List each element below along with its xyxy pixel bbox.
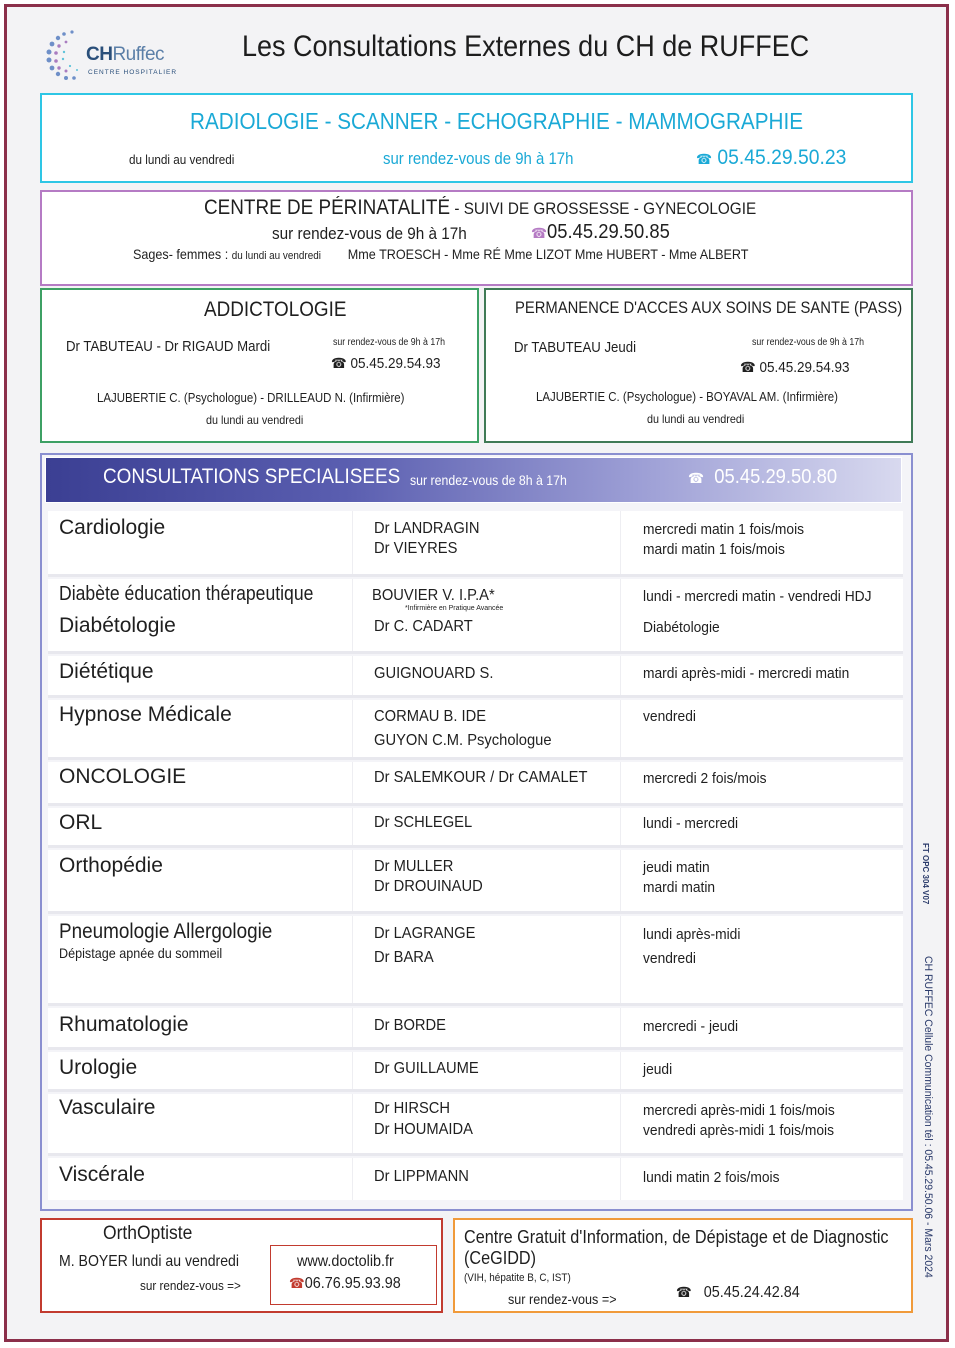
cegidd-phone: ☎ 05.45.24.42.84 xyxy=(676,1284,800,1301)
radiologie-days: du lundi au vendredi xyxy=(129,152,235,167)
table-row xyxy=(48,808,903,848)
doctor-1: Dr GUILLAUME xyxy=(374,1060,479,1077)
phone-icon: ☎ xyxy=(740,359,756,375)
specialty-name: Vasculaire xyxy=(59,1096,156,1119)
specialty-name: ORL xyxy=(59,811,103,834)
phone-icon: ☎ xyxy=(676,1284,692,1300)
pass-days: du lundi au vendredi xyxy=(647,412,745,426)
schedule-1: lundi - mercredi xyxy=(643,815,739,832)
phone-icon: ☎ xyxy=(331,355,347,371)
specialty-name: Viscérale xyxy=(59,1163,145,1186)
doctor-1: Dr LAGRANGE xyxy=(374,925,476,942)
schedule-1: mercredi 2 fois/mois xyxy=(643,770,767,787)
phone-icon: ☎ xyxy=(688,470,705,486)
schedule-1: vendredi xyxy=(643,708,696,725)
schedule-1: jeudi xyxy=(643,1061,673,1078)
specialty-name-2: Dépistage apnée du sommeil xyxy=(59,945,223,961)
document-reference: FT OPC 304 V07 xyxy=(921,843,930,905)
specialty-name: Hypnose Médicale xyxy=(59,703,232,726)
addictologie-doctors: Dr TABUTEAU - Dr RIGAUD Mardi xyxy=(66,338,271,355)
doctor-1: GUIGNOUARD S. xyxy=(374,665,494,682)
doctor-2: Dr BARA xyxy=(374,949,434,966)
phone-icon: ☎ xyxy=(289,1275,305,1291)
schedule-1: mercredi matin 1 fois/mois xyxy=(643,521,805,538)
schedule-1: mardi après-midi - mercredi matin xyxy=(643,665,850,682)
doctor-2: Dr HOUMAIDA xyxy=(374,1121,473,1138)
doctor-1: Dr BORDE xyxy=(374,1017,446,1034)
specialty-name: ONCOLOGIE xyxy=(59,765,187,788)
sages-femmes-line: Sages- femmes : du lundi au vendredi Mme TROESCH - Mme RÉ Mme LIZOT Mme HUBERT - Mme ALBERT xyxy=(133,246,749,262)
schedule-2: mardi matin xyxy=(643,879,716,896)
doctor-1: Dr LIPPMANN xyxy=(374,1168,469,1185)
cegidd-heading: Centre Gratuit d'Information, de Dépistage et de Diagnostic xyxy=(464,1227,889,1247)
orthoptiste-line2: sur rendez-vous => xyxy=(140,1278,241,1293)
specialisees-phone: ☎ 05.45.29.50.80 xyxy=(688,466,838,488)
specialty-name: Diététique xyxy=(59,660,154,683)
specialisees-hours: sur rendez-vous de 8h à 17h xyxy=(410,472,567,488)
doctor-1: BOUVIER V. I.P.A* xyxy=(372,587,495,604)
specialty-name: Urologie xyxy=(59,1056,138,1079)
orthoptiste-line1: M. BOYER lundi au vendredi xyxy=(59,1253,240,1270)
specialty-name: Rhumatologie xyxy=(59,1013,189,1036)
schedule-1: lundi matin 2 fois/mois xyxy=(643,1169,780,1186)
logo-name: CHRuffec xyxy=(86,44,165,65)
radiologie-heading: RADIOLOGIE - SCANNER - ECHOGRAPHIE - MAMMOGRAPHIE xyxy=(190,108,804,134)
addictologie-phone: ☎ 05.45.29.54.93 xyxy=(331,355,441,372)
schedule-1: lundi - mercredi matin - vendredi HDJ xyxy=(643,588,872,605)
perinatalite-hours: sur rendez-vous de 9h à 17h xyxy=(272,224,467,243)
logo-subtitle: CENTRE HOSPITALIER xyxy=(88,69,178,76)
doctor-2: Dr C. CADART xyxy=(374,618,473,635)
schedule-2: vendredi après-midi 1 fois/mois xyxy=(643,1122,834,1139)
schedule-1: lundi après-midi xyxy=(643,926,741,943)
doctor-2: GUYON C.M. Psychologue xyxy=(374,732,552,749)
phone-icon: ☎ xyxy=(531,225,548,241)
addictologie-days: du lundi au vendredi xyxy=(206,413,304,427)
specialty-name: Diabète éducation thérapeutique xyxy=(59,583,314,605)
cegidd-sub: (VIH, hépatite B, C, IST) xyxy=(464,1272,571,1284)
doctor-1: Dr HIRSCH xyxy=(374,1100,451,1117)
footnote: *Infirmière en Pratique Avancée xyxy=(405,605,504,612)
orthoptiste-phone: ☎06.76.95.93.98 xyxy=(289,1275,401,1292)
pass-hours: sur rendez-vous de 9h à 17h xyxy=(752,337,865,348)
addictologie-staff: LAJUBERTIE C. (Psychologue) - DRILLEAUD N. (Infirmière) xyxy=(97,390,405,405)
doctor-1: CORMAU B. IDE xyxy=(374,708,487,725)
cegidd-abbr: (CeGIDD) xyxy=(464,1248,536,1268)
pass-phone: ☎ 05.45.29.54.93 xyxy=(740,359,850,376)
pass-heading: PERMANENCE D'ACCES AUX SOINS DE SANTE (PASS) xyxy=(515,298,903,317)
addictologie-hours: sur rendez-vous de 9h à 17h xyxy=(333,337,446,348)
radiologie-hours: sur rendez-vous de 9h à 17h xyxy=(383,149,574,168)
doctor-1: Dr SALEMKOUR / Dr CAMALET xyxy=(374,769,588,786)
pass-doctors: Dr TABUTEAU Jeudi xyxy=(514,339,637,356)
phone-icon: ☎ xyxy=(696,151,713,167)
specialty-name-2: Diabétologie xyxy=(59,614,176,637)
orthoptiste-heading: OrthOptiste xyxy=(103,1223,193,1244)
doctor-1: Dr MULLER xyxy=(374,858,454,875)
cegidd-rdv: sur rendez-vous => xyxy=(508,1291,617,1307)
logo-dots-icon xyxy=(44,26,88,90)
doctor-2: Dr DROUINAUD xyxy=(374,878,483,895)
specialisees-heading: CONSULTATIONS SPECIALISEES xyxy=(103,465,401,488)
schedule-1: mercredi après-midi 1 fois/mois xyxy=(643,1102,835,1119)
pass-staff: LAJUBERTIE C. (Psychologue) - BOYAVAL AM. (Infirmière) xyxy=(536,389,838,404)
page-title: Les Consultations Externes du CH de RUFFEC xyxy=(242,30,810,63)
schedule-1: mercredi - jeudi xyxy=(643,1018,739,1035)
doctolib-link[interactable]: www.doctolib.fr xyxy=(297,1253,394,1270)
schedule-2: Diabétologie xyxy=(643,619,720,636)
doctor-1: Dr SCHLEGEL xyxy=(374,814,473,831)
doctor-2: Dr VIEYRES xyxy=(374,540,458,557)
specialty-name: Orthopédie xyxy=(59,854,163,877)
doctor-1: Dr LANDRAGIN xyxy=(374,520,480,537)
schedule-1: jeudi matin xyxy=(643,859,710,876)
communication-credit: CH RUFFEC Cellule Communication tél : 05.45.29.50.06 - Mars 2024 xyxy=(922,956,934,1278)
schedule-2: mardi matin 1 fois/mois xyxy=(643,541,785,558)
radiologie-phone: ☎ 05.45.29.50.23 xyxy=(696,146,847,169)
schedule-2: vendredi xyxy=(643,950,696,967)
perinatalite-heading: CENTRE DE PÉRINATALITÉ - SUIVI DE GROSSESSE - GYNECOLOGIE xyxy=(204,196,757,219)
perinatalite-phone: ☎05.45.29.50.85 xyxy=(531,221,670,243)
specialty-name: Pneumologie Allergologie xyxy=(59,920,273,943)
addictologie-heading: ADDICTOLOGIE xyxy=(204,298,347,321)
ch-ruffec-logo xyxy=(44,26,184,90)
specialty-name: Cardiologie xyxy=(59,516,166,539)
